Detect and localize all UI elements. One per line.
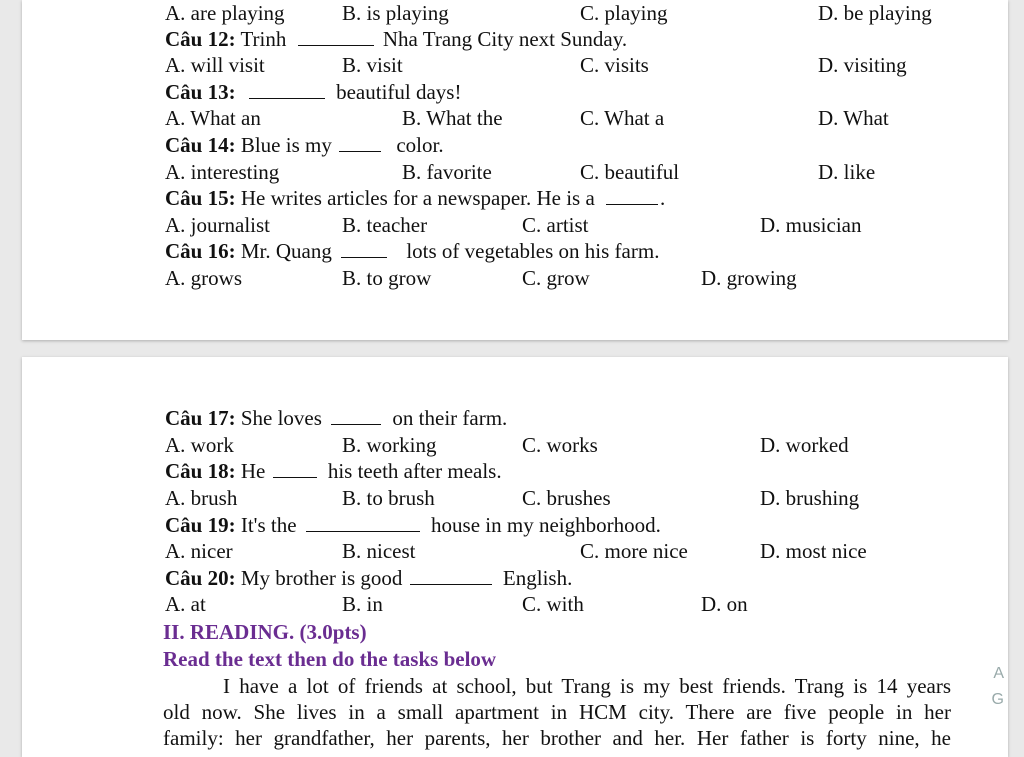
option-d: D. on [701, 592, 748, 616]
question-text-before: He writes articles for a newspaper. He is a [240, 186, 595, 210]
question-18-options [22, 485, 1008, 511]
option-a: A. interesting [165, 160, 280, 184]
question-text-after: on their farm. [392, 406, 508, 430]
option-b: B. nicest [342, 539, 416, 563]
option-b: B. in [342, 592, 383, 616]
answer-blank [410, 566, 492, 585]
option-c: C. playing [580, 1, 668, 25]
option-c: C. brushes [522, 486, 611, 510]
question-number: Câu 12: [165, 27, 236, 51]
option-c: C. beautiful [580, 160, 680, 184]
option-a: A. nicer [165, 539, 233, 563]
option-a: A. at [165, 592, 206, 616]
question-17 [22, 405, 1008, 431]
option-d: D. brushing [760, 486, 860, 510]
option-c: C. What a [580, 106, 665, 130]
question-text-after: lots of vegetables on his farm. [406, 239, 660, 263]
option-d: D. What [818, 106, 889, 130]
option-a: A. grows [165, 266, 242, 290]
question-20 [22, 565, 1008, 591]
answer-blank [298, 27, 374, 46]
option-a: A. journalist [165, 213, 270, 237]
edge-letter: G [991, 691, 1004, 708]
answer-blank [273, 459, 317, 478]
question-text-after: Nha Trang City next Sunday. [382, 27, 628, 51]
option-a: A. brush [165, 486, 238, 510]
reading-paragraph [163, 673, 951, 751]
question-20-options [22, 591, 1008, 617]
question-text-after: . [660, 186, 666, 210]
question-15-options [22, 212, 1008, 238]
page-sheet-bottom [22, 357, 1008, 757]
option-c: C. with [522, 592, 584, 616]
option-d: D. worked [760, 433, 849, 457]
option-c: C. more nice [580, 539, 688, 563]
question-14 [22, 132, 1008, 158]
question-text-before: Mr. Quang [240, 239, 332, 263]
question-16 [22, 238, 1008, 264]
option-b: B. visit [342, 53, 403, 77]
reading-instruction: Read the text then do the tasks below [163, 647, 497, 671]
option-d: D. like [818, 160, 876, 184]
answer-blank [306, 513, 420, 532]
question-text-after: beautiful days! [336, 80, 462, 104]
question-17-options [22, 432, 1008, 458]
question-number: Câu 15: [165, 186, 236, 210]
question-text-before: Blue is my [240, 133, 332, 157]
question-number: Câu 13: [165, 80, 236, 104]
paragraph-line: family: her grandfather, her parents, her brother and her. Her father is forty nine, he [163, 726, 951, 750]
option-c: C. artist [522, 213, 589, 237]
question-number: Câu 18: [165, 459, 236, 483]
question-text-before: He [240, 459, 266, 483]
question-11-options [22, 0, 1008, 26]
question-number: Câu 19: [165, 513, 236, 537]
edge-letter: A [993, 665, 1004, 682]
question-number: Câu 17: [165, 406, 236, 430]
question-13 [22, 79, 1008, 105]
option-c: C. visits [580, 53, 649, 77]
question-text-after: color. [396, 133, 444, 157]
answer-blank [249, 80, 325, 99]
question-15 [22, 185, 1008, 211]
answer-blank [339, 133, 381, 152]
question-text-before: Trinh [240, 27, 287, 51]
option-d: D. be playing [818, 1, 932, 25]
option-b: B. working [342, 433, 437, 457]
answer-blank [341, 239, 387, 258]
page-sheet-top [22, 0, 1008, 340]
paragraph-line: I have a lot of friends at school, but Trang is my best friends. Trang is 14 years [223, 674, 951, 698]
question-number: Câu 16: [165, 239, 236, 263]
reading-section-heading: II. READING. (3.0pts) [163, 620, 367, 644]
option-b: B. teacher [342, 213, 428, 237]
paragraph-line: old now. She lives in a small apartment in HCM city. There are five people in her [163, 700, 951, 724]
question-19-options [22, 538, 1008, 564]
answer-blank [606, 186, 658, 205]
option-a: A. are playing [165, 1, 285, 25]
question-text-after: English. [502, 566, 573, 590]
option-a: A. work [165, 433, 234, 457]
question-13-options [22, 105, 1008, 131]
option-d: D. visiting [818, 53, 907, 77]
option-c: C. works [522, 433, 598, 457]
option-d: D. most nice [760, 539, 867, 563]
question-text-before: My brother is good [240, 566, 403, 590]
option-b: B. is playing [342, 1, 449, 25]
option-b: B. What the [402, 106, 503, 130]
option-a: A. What an [165, 106, 261, 130]
option-d: D. growing [701, 266, 797, 290]
question-text-after: house in my neighborhood. [431, 513, 661, 537]
question-number: Câu 20: [165, 566, 236, 590]
question-18 [22, 458, 1008, 484]
question-12 [22, 26, 1008, 52]
question-text-before: It's the [240, 513, 297, 537]
option-b: B. to grow [342, 266, 432, 290]
question-19 [22, 512, 1008, 538]
question-14-options [22, 159, 1008, 185]
question-text-after: his teeth after meals. [327, 459, 502, 483]
question-12-options [22, 52, 1008, 78]
option-b: B. to brush [342, 486, 435, 510]
question-16-options [22, 265, 1008, 291]
option-a: A. will visit [165, 53, 265, 77]
question-number: Câu 14: [165, 133, 236, 157]
option-b: B. favorite [402, 160, 492, 184]
answer-blank [331, 406, 381, 425]
question-text-before: She loves [240, 406, 322, 430]
option-c: C. grow [522, 266, 590, 290]
option-d: D. musician [760, 213, 862, 237]
